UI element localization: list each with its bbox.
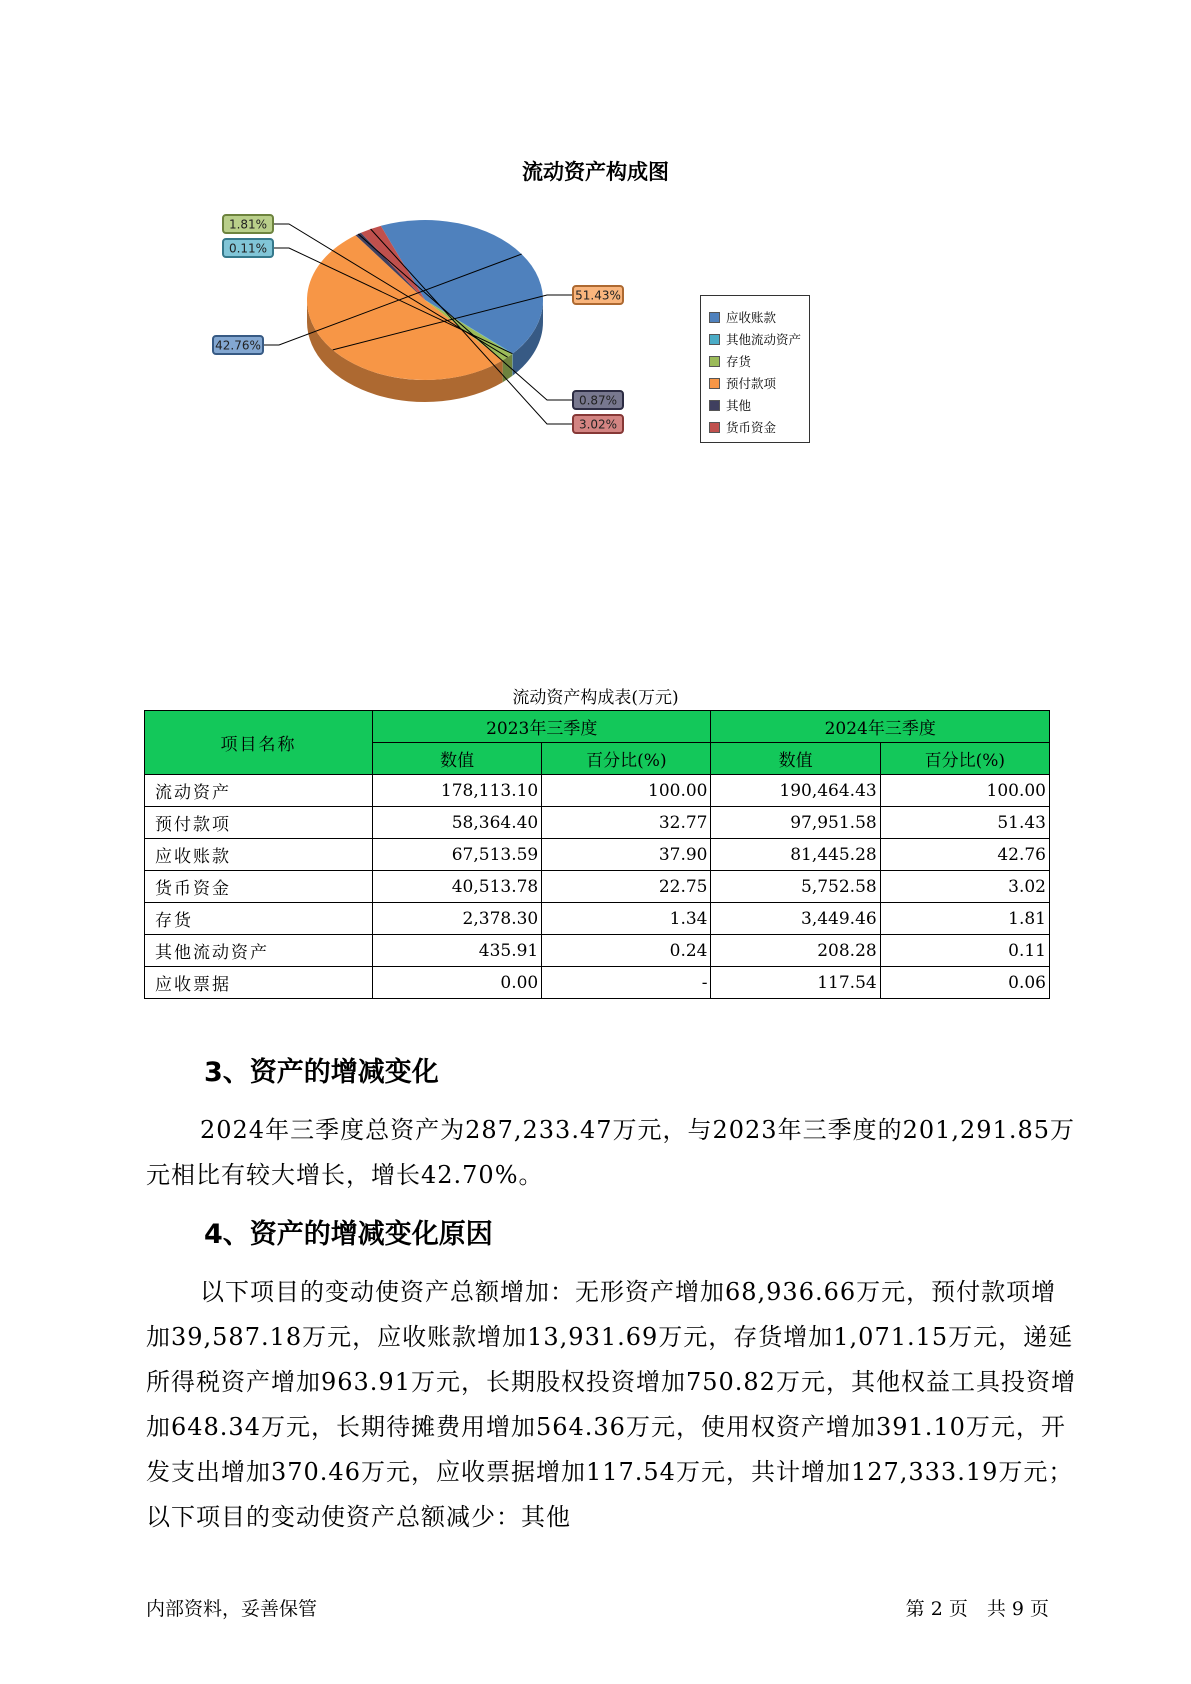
data-label: 42.76% <box>215 338 261 353</box>
table-row: 应收票据 0.00 - 117.54 0.06 <box>145 967 1050 999</box>
legend-item: 其他 <box>701 394 809 416</box>
pie-chart <box>180 210 680 450</box>
legend-swatch <box>709 400 720 411</box>
subheader-value: 数值 <box>711 743 880 775</box>
table-row: 流动资产 178,113.10 100.00 190,464.43 100.00 <box>145 775 1050 807</box>
data-label: 0.87% <box>578 393 618 408</box>
pie-side <box>512 353 513 375</box>
section-paragraph: 以下项目的变动使资产总额增加：无形资产增加68,936.66万元，预付款项增加39,587.18万元，应收账款增加13,931.69万元，存货增加1,071.15万元，递延所得税资产增加963.91万元，长期股权投资增加750.82万元，其他权益工具投资增加648.34万元，长期待摊费用增加564.36万元，使用权资产增加391.10万元，开发支出增加370.46万元，应收票据增加117.54万元，共计增加127,333.19万元；以下项目的变动使资产总额减少：其他 <box>146 1278 1076 1531</box>
footer-note: 内部资料，妥善保管 <box>146 1598 318 1620</box>
legend-swatch <box>709 356 720 367</box>
section-paragraph: 2024年三季度总资产为287,233.47万元，与2023年三季度的201,291.85万元相比有较大增长，增长42.70%。 <box>146 1116 1075 1189</box>
legend-item: 货币资金 <box>701 416 809 438</box>
legend-swatch <box>709 334 720 345</box>
table-caption: 流动资产构成表(万元) <box>512 688 679 708</box>
legend-item: 存货 <box>701 350 809 372</box>
legend-item: 预付款项 <box>701 372 809 394</box>
data-label: 0.11% <box>228 241 268 256</box>
table-row: 应收账款 67,513.59 37.90 81,445.28 42.76 <box>145 839 1050 871</box>
subheader-percent: 百分比(%) <box>880 743 1049 775</box>
page-number: 第 2 页 共 9 页 <box>905 1598 1049 1620</box>
chart-title: 流动资产构成图 <box>522 160 669 184</box>
table-row: 预付款项 58,364.40 32.77 97,951.58 51.43 <box>145 807 1050 839</box>
data-label: 3.02% <box>578 417 618 432</box>
data-label: 51.43% <box>575 288 621 303</box>
subheader-value: 数值 <box>373 743 542 775</box>
asset-table <box>144 710 1050 999</box>
header-period-2024: 2024年三季度 <box>711 711 1050 743</box>
header-period-2023: 2023年三季度 <box>373 711 711 743</box>
chart-legend <box>700 295 810 443</box>
legend-swatch <box>709 422 720 433</box>
table-row: 存货 2,378.30 1.34 3,449.46 1.81 <box>145 903 1050 935</box>
section-heading: 3、资产的增减变化 <box>204 1057 439 1088</box>
data-label: 1.81% <box>228 217 268 232</box>
section-heading: 4、资产的增减变化原因 <box>204 1219 493 1250</box>
legend-swatch <box>709 312 720 323</box>
header-item-name: 项目名称 <box>145 711 373 775</box>
table-row: 货币资金 40,513.78 22.75 5,752.58 3.02 <box>145 871 1050 903</box>
legend-swatch <box>709 378 720 389</box>
legend-item: 其他流动资产 <box>701 328 809 350</box>
subheader-percent: 百分比(%) <box>542 743 711 775</box>
legend-item: 应收账款 <box>701 306 809 328</box>
table-row: 其他流动资产 435.91 0.24 208.28 0.11 <box>145 935 1050 967</box>
